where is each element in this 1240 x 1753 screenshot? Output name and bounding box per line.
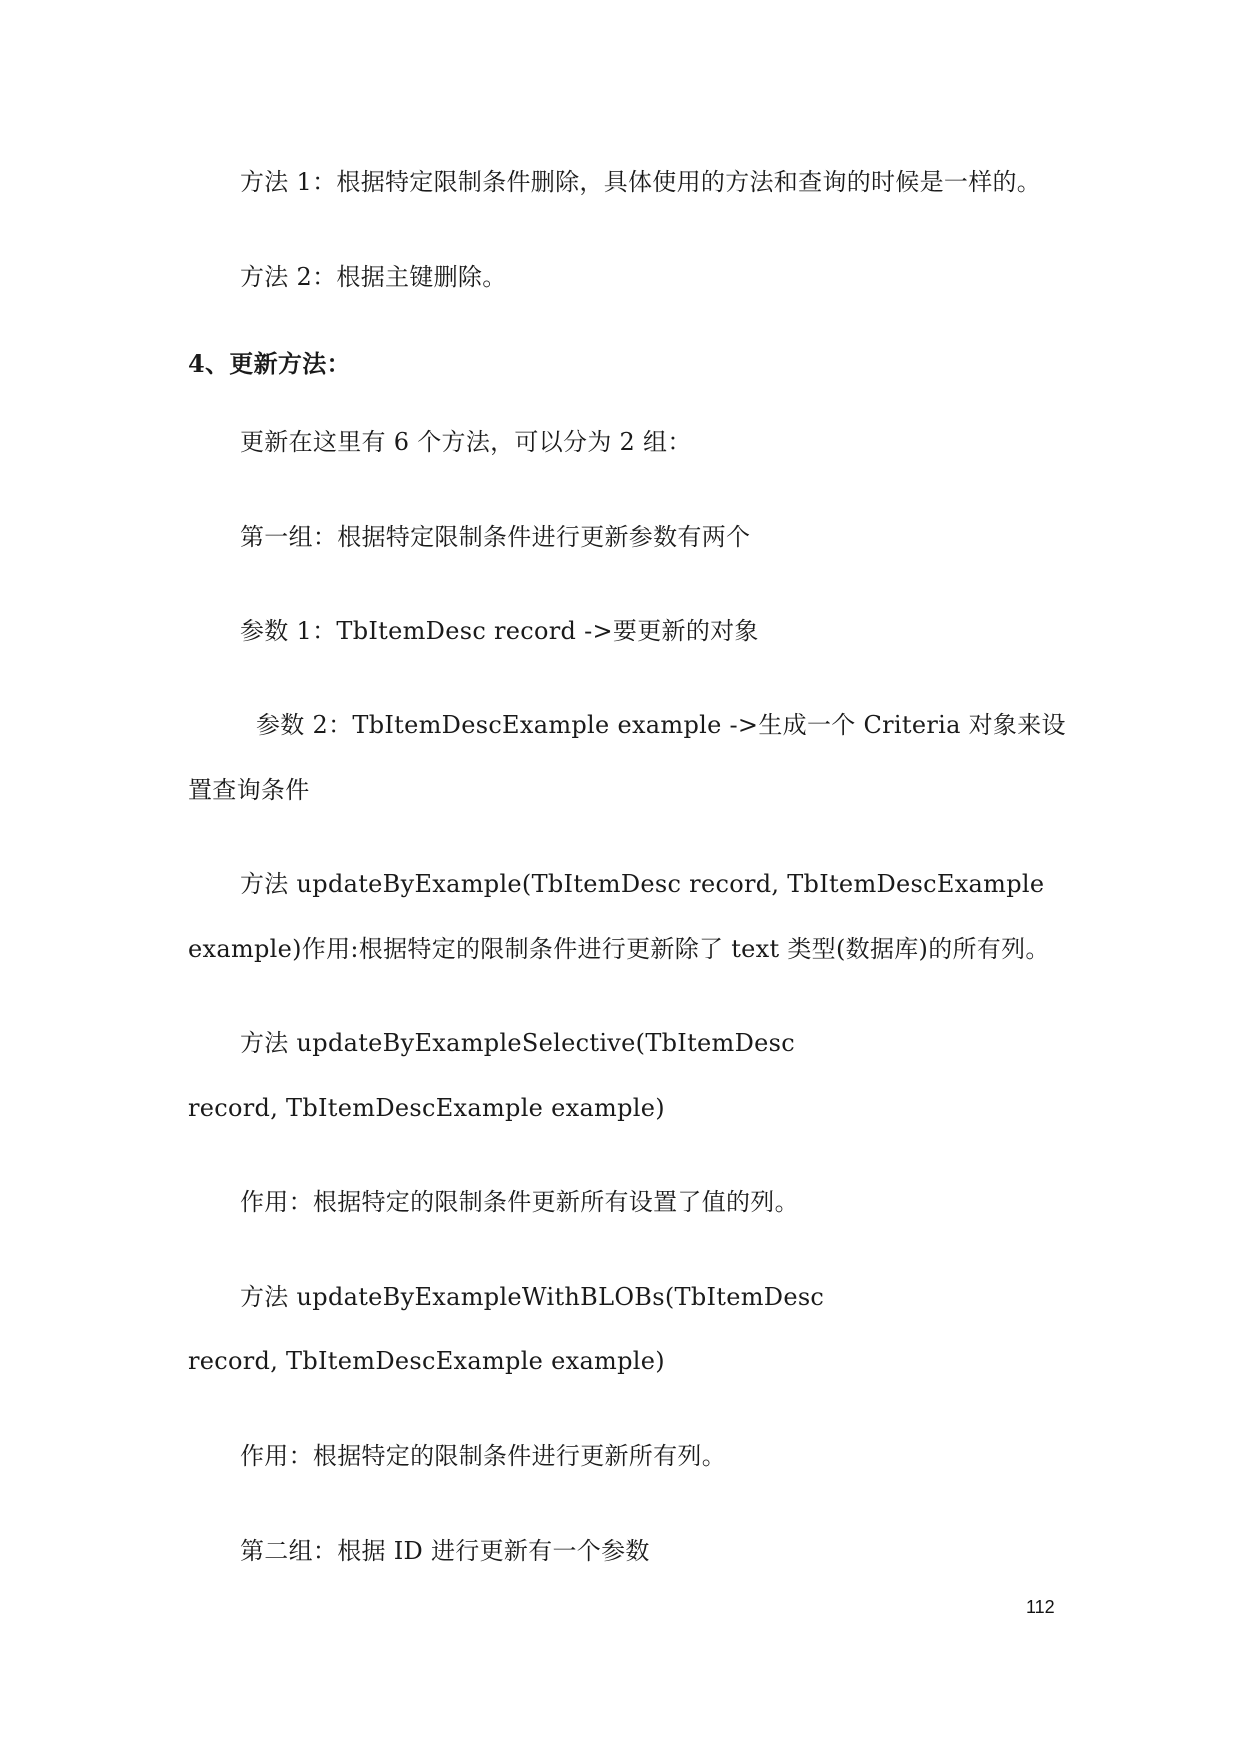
paragraph-delete-method-1: 方法 1：根据特定限制条件删除，具体使用的方法和查询的时候是一样的。 [240,168,1042,196]
paragraph-param-1: 参数 1：TbItemDesc record ->要更新的对象 [240,617,759,645]
paragraph-update-by-example: 方法 updateByExample(TbItemDesc record, TbItemDescExample [240,870,1045,898]
paragraph-delete-method-2: 方法 2：根据主键删除。 [240,263,507,291]
paragraph-update-by-example-selective: 方法 updateByExampleSelective(TbItemDesc [240,1029,795,1057]
paragraph-update-with-blobs: 方法 updateByExampleWithBLOBs(TbItemDesc [240,1283,825,1311]
paragraph-update-by-example-selective-continued: record, TbItemDescExample example) [188,1094,665,1122]
paragraph-group-two: 第二组：根据 ID 进行更新有一个参数 [240,1537,650,1565]
paragraph-with-blobs-effect: 作用：根据特定的限制条件进行更新所有列。 [240,1442,726,1470]
paragraph-selective-effect: 作用：根据特定的限制条件更新所有设置了值的列。 [240,1188,799,1216]
paragraph-param-2-continued: 置查询条件 [188,776,310,804]
paragraph-update-by-example-continued: example)作用:根据特定的限制条件进行更新除了 text 类型(数据库)的所有列。 [188,935,1050,963]
page-number: 112 [1026,1597,1055,1617]
section-heading-update-methods: 4、更新方法： [188,349,351,378]
paragraph-group-one: 第一组：根据特定限制条件进行更新参数有两个 [240,523,751,551]
paragraph-update-with-blobs-continued: record, TbItemDescExample example) [188,1347,665,1375]
paragraph-update-intro: 更新在这里有 6 个方法，可以分为 2 组： [240,428,692,456]
paragraph-param-2: 参数 2：TbItemDescExample example ->生成一个 Criteria 对象来设 [256,711,1066,739]
